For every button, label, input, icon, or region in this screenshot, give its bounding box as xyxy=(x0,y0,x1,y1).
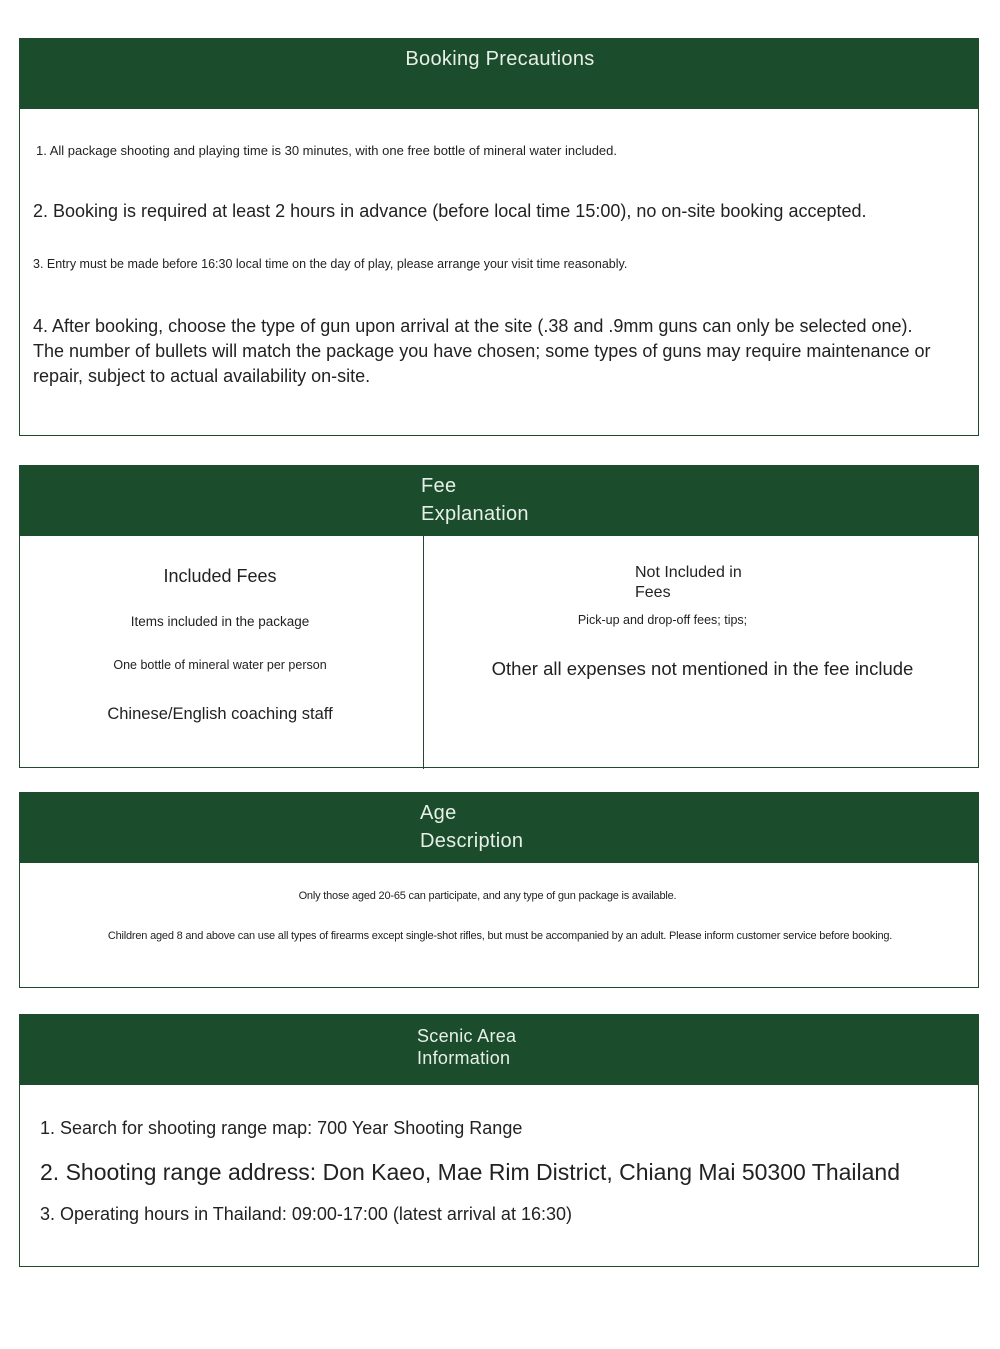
booking-item: 3. Entry must be made before 16:30 local time on the day of play, please arrange your visit time reasonably. xyxy=(33,257,628,271)
scenic-area-section xyxy=(19,1014,979,1267)
included-fee-item: Chinese/English coaching staff xyxy=(107,705,333,723)
not-included-fee-item: Other all expenses not mentioned in the fee include xyxy=(491,658,914,679)
section-title xyxy=(417,1025,597,1069)
scenic-item: 3. Operating hours in Thailand: 09:00-17:00 (latest arrival at 16:30) xyxy=(40,1204,572,1224)
booking-precautions-section xyxy=(19,38,979,436)
scenic-item: 2. Shooting range address: Don Kaeo, Mae Rim District, Chiang Mai 50300 Thailand xyxy=(40,1159,900,1185)
fee-explanation-section xyxy=(19,465,979,768)
booking-item: 1. All package shooting and playing time is 30 minutes, with one free bottle of mineral water included. xyxy=(36,143,618,158)
section-title xyxy=(421,472,601,528)
not-included-fee-item: Pick-up and drop-off fees; tips; xyxy=(577,613,748,627)
included-fee-item: Items included in the package xyxy=(130,614,310,629)
column-divider xyxy=(423,536,424,769)
section-header xyxy=(20,466,978,536)
section-title-line: Scenic Area xyxy=(417,1026,517,1046)
age-description-section xyxy=(19,792,979,988)
scenic-item: 1. Search for shooting range map: 700 Year Shooting Range xyxy=(40,1118,523,1138)
age-item: Children aged 8 and above can use all types of firearms except single-shot rifles, but must be accompanied by an adult. Please inform customer service before booking. xyxy=(107,930,893,942)
booking-item: 2. Booking is required at least 2 hours in advance (before local time 15:00), no on-site booking accepted. xyxy=(33,201,867,221)
not-included-fees-heading xyxy=(635,563,775,603)
section-title-line: Explanation xyxy=(421,503,529,525)
heading-line: Fees xyxy=(635,584,671,601)
heading-line: Not Included in xyxy=(635,564,742,581)
section-title-line: Age xyxy=(420,802,457,824)
section-title-line: Fee xyxy=(421,475,457,497)
section-header xyxy=(20,1015,978,1085)
section-title-line: Description xyxy=(420,830,524,852)
included-fees-heading: Included Fees xyxy=(163,566,277,586)
section-header xyxy=(20,793,978,863)
section-header xyxy=(20,39,978,109)
age-item: Only those aged 20-65 can participate, and any type of gun package is available. xyxy=(298,890,677,902)
section-title xyxy=(420,799,600,855)
section-title-line: Information xyxy=(417,1048,511,1068)
included-fee-item: One bottle of mineral water per person xyxy=(113,658,327,672)
section-title: Booking Precautions xyxy=(405,48,595,70)
booking-item: 4. After booking, choose the type of gun upon arrival at the site (.38 and .9mm guns can only be selected one). The number of bullets will match the package you have chosen; some types of guns may require maintenance or repair, subject to actual availability on-site. xyxy=(33,316,931,386)
